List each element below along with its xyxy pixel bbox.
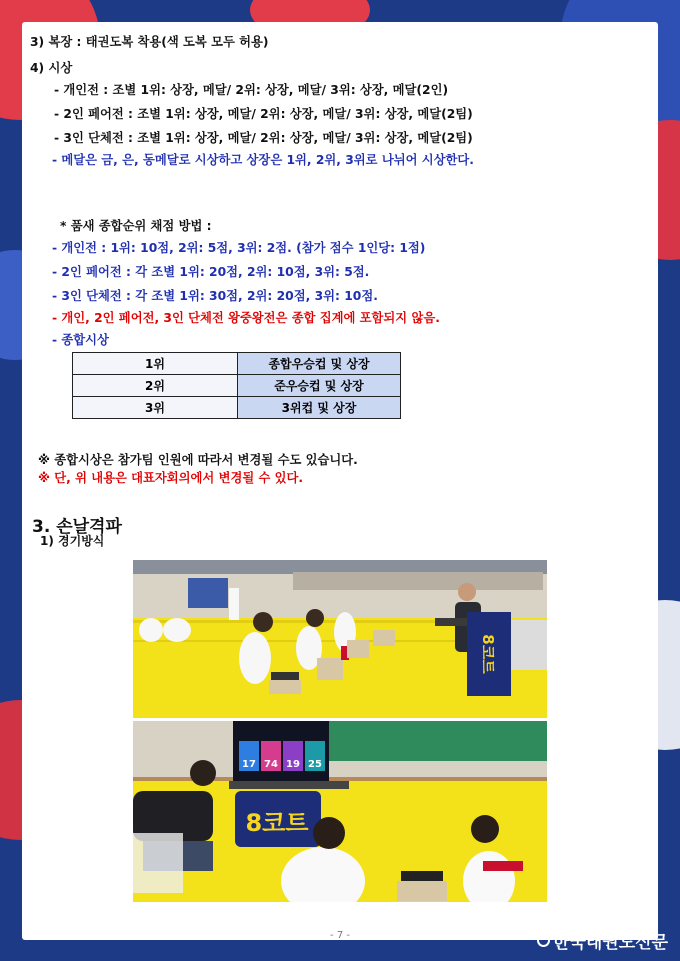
logo-icon	[537, 934, 550, 947]
table-row	[73, 397, 401, 419]
note-line-red: ※ 단, 위 내용은 대표자회의에서 변경될 수 있다.	[38, 471, 304, 485]
court-sign-text: 8코트	[245, 809, 309, 837]
table-row	[73, 353, 401, 375]
subsection-heading: 1) 경기방식	[40, 534, 105, 548]
rank-cell: 2위	[73, 375, 238, 397]
note-line: ※ 종합시상은 참가팀 인원에 따라서 변경될 수도 있습니다.	[38, 453, 358, 467]
text-line-l6: - 메달은 금, 은, 동메달로 시상하고 상장은 1위, 2위, 3위로 나뉘어 시상한다.	[52, 153, 474, 167]
competition-photo-top	[133, 560, 547, 718]
text-line-l7: * 품새 종합순위 채점 방법 :	[60, 219, 212, 233]
page-number: - 7 -	[330, 930, 350, 940]
text-line-l12: - 종합시상	[52, 333, 109, 347]
scoreboard-value: 19	[286, 759, 300, 770]
scoreboard-value: 74	[264, 759, 278, 770]
document-page	[22, 22, 658, 940]
court-sign-text: 8코트	[479, 634, 497, 674]
section-heading: 3. 손날격파	[32, 517, 122, 537]
competition-photo-bottom	[133, 721, 547, 902]
rank-cell: 3위	[73, 397, 238, 419]
scoreboard-value: 17	[242, 759, 256, 770]
text-line-l1: 3) 복장 : 태권도복 착용(색 도복 모두 허용)	[30, 35, 269, 49]
text-line-l5: - 3인 단체전 : 조별 1위: 상장, 메달/ 2위: 상장, 메달/ 3위: 상장, 메달(2팀)	[54, 131, 473, 145]
text-line-l8: - 개인전 : 1위: 10점, 2위: 5점, 3위: 2점. (참가 점수 1인당: 1점)	[52, 241, 426, 255]
award-table	[72, 352, 401, 419]
text-line-l11: - 개인, 2인 페어전, 3인 단체전 왕중왕전은 종합 집계에 포함되지 않음.	[52, 311, 440, 325]
prize-cell: 준우승컵 및 상장	[238, 375, 401, 397]
scoreboard-value: 25	[308, 759, 322, 770]
prize-cell: 3위컵 및 상장	[238, 397, 401, 419]
table-row	[73, 375, 401, 397]
text-line-l9: - 2인 페어전 : 각 조별 1위: 20점, 2위: 10점, 3위: 5점.	[52, 265, 370, 279]
text-line-l2: 4) 시상	[30, 61, 73, 75]
prize-cell: 종합우승컵 및 상장	[238, 353, 401, 375]
text-line-l10: - 3인 단체전 : 각 조별 1위: 30점, 2위: 20점, 3위: 10점.	[52, 289, 378, 303]
newspaper-watermark: 한국태권도신문	[537, 928, 668, 953]
text-line-l3: - 개인전 : 조별 1위: 상장, 메달/ 2위: 상장, 메달/ 3위: 상장, 메달(2인)	[54, 83, 449, 97]
rank-cell: 1위	[73, 353, 238, 375]
text-line-l4: - 2인 페어전 : 조별 1위: 상장, 메달/ 2위: 상장, 메달/ 3위: 상장, 메달(2팀)	[54, 107, 473, 121]
